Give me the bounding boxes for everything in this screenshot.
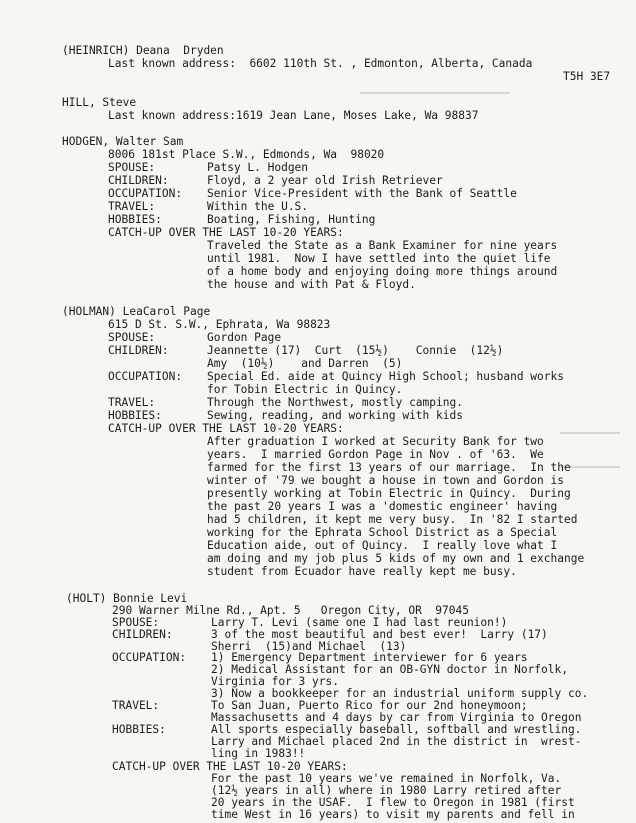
- bleed-through-mark: [560, 432, 620, 434]
- occupation-label: OCCUPATION:: [108, 187, 183, 200]
- travel-label: TRAVEL:: [108, 396, 156, 409]
- catchup-label: CATCH-UP OVER THE LAST 10-20 YEARS:: [112, 760, 348, 774]
- occupation-label: OCCUPATION:: [112, 651, 187, 665]
- spouse-value: Gordon Page: [207, 331, 282, 344]
- entry-postal-code: T5H 3E7: [563, 70, 611, 83]
- travel-value: Massachusetts and 4 days by car from Virginia to Oregon: [211, 710, 582, 724]
- spouse-label: SPOUSE:: [108, 331, 156, 344]
- catchup-line: 20 years in the USAF. I flew to Oregon in 1981 (first: [211, 796, 575, 810]
- hobbies-value: Larry and Michael placed 2nd in the district in wrest-: [211, 734, 582, 748]
- entry-name: (HOLMAN) LeaCarol Page: [62, 305, 211, 318]
- catchup-line: farmed for the first 13 years of our marriage. In the: [207, 461, 571, 474]
- catchup-line: student from Ecuador have really kept me busy.: [207, 565, 517, 578]
- catchup-line: Traveled the State as a Bank Examiner for nine years: [207, 239, 558, 252]
- catchup-line: am doing and my job plus 5 kids of my own and 1 exchange: [207, 552, 585, 565]
- entry-address: Last known address: 6602 110th St. , Edmonton, Alberta, Canada: [108, 57, 533, 70]
- travel-value: Through the Northwest, mostly camping.: [207, 396, 463, 409]
- children-value: Amy (10½) and Darren (5): [207, 357, 403, 370]
- catchup-line: the past 20 years I was a 'domestic engineer' having: [207, 500, 558, 513]
- catchup-line: had 5 children, it kept me very busy. In '82 I started: [207, 513, 578, 526]
- catchup-line: years. I married Gordon Page in Nov . of '63. We: [207, 448, 544, 461]
- travel-value: To San Juan, Puerto Rico for our 2nd honeymoon;: [211, 699, 528, 713]
- hobbies-label: HOBBIES:: [112, 722, 166, 736]
- catchup-line: (12½ years in all) where in 1980 Larry retired after: [211, 784, 562, 798]
- hobbies-label: HOBBIES:: [108, 213, 162, 226]
- occupation-value: 3) Now a bookkeeper for an industrial uniform supply co.: [211, 687, 589, 701]
- spouse-label: SPOUSE:: [108, 161, 156, 174]
- occupation-value: Senior Vice-President with the Bank of Seattle: [207, 187, 517, 200]
- entry-address: 290 Warner Milne Rd., Apt. 5 Oregon City, OR 97045: [112, 603, 469, 617]
- hobbies-value: Boating, Fishing, Hunting: [207, 213, 376, 226]
- spouse-label: SPOUSE:: [112, 615, 160, 629]
- travel-value: Within the U.S.: [207, 200, 309, 213]
- travel-label: TRAVEL:: [112, 699, 160, 713]
- catchup-line: winter of '79 we bought a house in town and Gordon is: [207, 474, 564, 487]
- hobbies-value: All sports especially baseball, softball and wrestling.: [211, 722, 582, 736]
- hobbies-label: HOBBIES:: [108, 409, 162, 422]
- bleed-through-mark: [360, 92, 510, 94]
- catchup-line: For the past 10 years we've remained in Norfolk, Va.: [211, 772, 562, 786]
- occupation-value: 1) Emergency Department interviewer for 6 years: [211, 651, 528, 665]
- catchup-line: time West in 16 years) to visit my parents and fell in: [211, 808, 575, 821]
- catchup-line: the house and with Pat & Floyd.: [207, 278, 416, 291]
- catchup-line: of a home body and enjoying doing more things around: [207, 265, 558, 278]
- occupation-label: OCCUPATION:: [108, 370, 183, 383]
- children-label: CHILDREN:: [112, 627, 173, 641]
- occupation-value: Virginia for 3 yrs.: [211, 675, 339, 689]
- children-value: Jeannette (17) Curt (15½) Connie (12½): [207, 344, 504, 357]
- entry-name: (HOLT) Bonnie Levi: [66, 592, 188, 605]
- hobbies-value: ling in 1983!!: [211, 746, 306, 760]
- occupation-value: 2) Medical Assistant for an OB-GYN doctor in Norfolk,: [211, 663, 568, 677]
- entry-address: 8006 181st Place S.W., Edmonds, Wa 98020: [108, 148, 385, 161]
- children-label: CHILDREN:: [108, 344, 169, 357]
- entry-name: HILL, Steve: [62, 96, 137, 109]
- children-value: 3 of the most beautiful and best ever! Larry (17): [211, 627, 548, 641]
- catchup-line: until 1981. Now I have settled into the quiet life: [207, 252, 551, 265]
- entry-name: (HEINRICH) Deana Dryden: [62, 44, 224, 57]
- catchup-line: working for the Ephrata School District as a Special: [207, 526, 558, 539]
- entry-address: 615 D St. S.W., Ephrata, Wa 98823: [108, 318, 331, 331]
- occupation-value: Special Ed. aide at Quincy High School; husband works: [207, 370, 564, 383]
- children-label: CHILDREN:: [108, 174, 169, 187]
- catchup-line: presently working at Tobin Electric in Quincy. During: [207, 487, 571, 500]
- entry-name: HODGEN, Walter Sam: [62, 135, 184, 148]
- entry-address: Last known address:1619 Jean Lane, Moses Lake, Wa 98837: [108, 109, 479, 122]
- occupation-value: for Tobin Electric in Quincy.: [207, 383, 403, 396]
- spouse-value: Larry T. Levi (same one I had last reunion!): [211, 615, 508, 629]
- children-value: Floyd, a 2 year old Irish Retriever: [207, 174, 443, 187]
- catchup-line: After graduation I worked at Security Bank for two: [207, 435, 544, 448]
- catchup-label: CATCH-UP OVER THE LAST 10-20 YEARS:: [108, 226, 344, 239]
- spouse-value: Patsy L. Hodgen: [207, 161, 309, 174]
- children-value: Sherri (15)and Michael (13): [211, 639, 407, 653]
- hobbies-value: Sewing, reading, and working with kids: [207, 409, 463, 422]
- travel-label: TRAVEL:: [108, 200, 156, 213]
- catchup-label: CATCH-UP OVER THE LAST 10-20 YEARS:: [108, 422, 344, 435]
- catchup-line: Education aide, out of Quincy. I really love what I: [207, 539, 558, 552]
